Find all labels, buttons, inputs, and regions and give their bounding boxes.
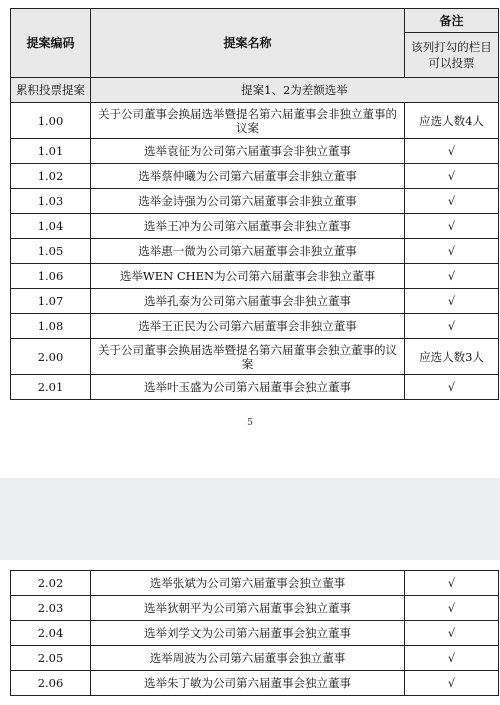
proposal-row [11,289,499,314]
page-number: 5 [247,418,253,428]
header-note-description: 该列打勾的栏目可以投票 [405,33,499,78]
proposal-note: √ [405,214,499,239]
proposal-name: 选举周波为公司第六届董事会独立董事 [91,646,405,671]
header-proposal-name: 提案名称 [91,9,405,78]
header-row-top [11,9,499,33]
proposal-row [11,621,499,646]
proposal-table [10,8,499,400]
proposal-code: 2.04 [11,621,91,646]
cumulative-voting-label: 累积投票提案 [11,78,91,103]
proposal-code: 1.00 [11,103,91,139]
proposal-code: 2.02 [11,571,91,596]
proposal-note: √ [405,596,499,621]
header-proposal-code: 提案编码 [11,9,91,78]
proposal-row [11,339,499,375]
proposal-table-body [11,9,499,400]
proposal-code: 2.01 [11,375,91,400]
proposal-row [11,214,499,239]
proposal-name: 选举叶玉盛为公司第六届董事会独立董事 [91,375,405,400]
proposal-name: 选举朱丁敏为公司第六届董事会独立董事 [91,671,405,696]
proposal-row [11,596,499,621]
proposal-name: 选举金诗强为公司第六届董事会非独立董事 [91,189,405,214]
proposal-note: √ [405,621,499,646]
proposal-code: 1.07 [11,289,91,314]
proposal-row [11,375,499,400]
proposal-code: 2.03 [11,596,91,621]
proposal-name: 选举张斌为公司第六届董事会独立董事 [91,571,405,596]
proposal-code: 2.05 [11,646,91,671]
proposal-row [11,571,499,596]
proposal-note: √ [405,139,499,164]
proposal-row [11,671,499,696]
proposal-name: 选举王冲为公司第六届董事会非独立董事 [91,214,405,239]
proposal-note: √ [405,164,499,189]
proposal-code: 1.01 [11,139,91,164]
page-gap [0,478,500,560]
proposal-note: √ [405,646,499,671]
proposal-name: 选举惠一微为公司第六届董事会非独立董事 [91,239,405,264]
proposal-name: 选举袁征为公司第六届董事会非独立董事 [91,139,405,164]
proposal-code: 1.02 [11,164,91,189]
proposal-row [11,239,499,264]
document-page-2 [0,560,500,705]
proposal-code: 2.06 [11,671,91,696]
proposal-note: √ [405,189,499,214]
proposal-row [11,314,499,339]
proposal-code: 1.08 [11,314,91,339]
proposal-code: 2.00 [11,339,91,375]
proposal-code: 1.05 [11,239,91,264]
proposal-row [11,103,499,139]
proposal-row [11,189,499,214]
proposal-row [11,646,499,671]
proposal-note: 应选人数4人 [405,103,499,139]
header-note: 备注 [405,9,499,33]
proposal-note: √ [405,671,499,696]
proposal-note: √ [405,289,499,314]
proposal-note: √ [405,239,499,264]
proposal-note: √ [405,571,499,596]
proposal-name: 关于公司董事会换届选举暨提名第六届董事会独立董事的议案 [91,339,405,375]
proposal-row [11,164,499,189]
proposal-name: 选举孔泰为公司第六届董事会非独立董事 [91,289,405,314]
proposal-name: 选举WEN CHEN为公司第六届董事会非独立董事 [91,264,405,289]
proposal-note: √ [405,264,499,289]
proposal-code: 1.04 [11,214,91,239]
proposal-name: 关于公司董事会换届选举暨提名第六届董事会非独立董事的议案 [91,103,405,139]
proposal-note: √ [405,375,499,400]
proposal-table-continued-body [11,571,499,696]
proposal-name: 选举刘学文为公司第六届董事会独立董事 [91,621,405,646]
proposal-row [11,264,499,289]
cumulative-voting-description: 提案1、2为差额选举 [91,78,499,103]
proposal-name: 选举王正民为公司第六届董事会非独立董事 [91,314,405,339]
proposal-name: 选举蔡仲曦为公司第六届董事会非独立董事 [91,164,405,189]
proposal-note: 应选人数3人 [405,339,499,375]
proposal-note: √ [405,314,499,339]
proposal-table-continued [10,570,499,696]
proposal-row [11,139,499,164]
proposal-name: 选举狄朝平为公司第六届董事会独立董事 [91,596,405,621]
cumulative-voting-row [11,78,499,103]
proposal-code: 1.03 [11,189,91,214]
proposal-code: 1.06 [11,264,91,289]
